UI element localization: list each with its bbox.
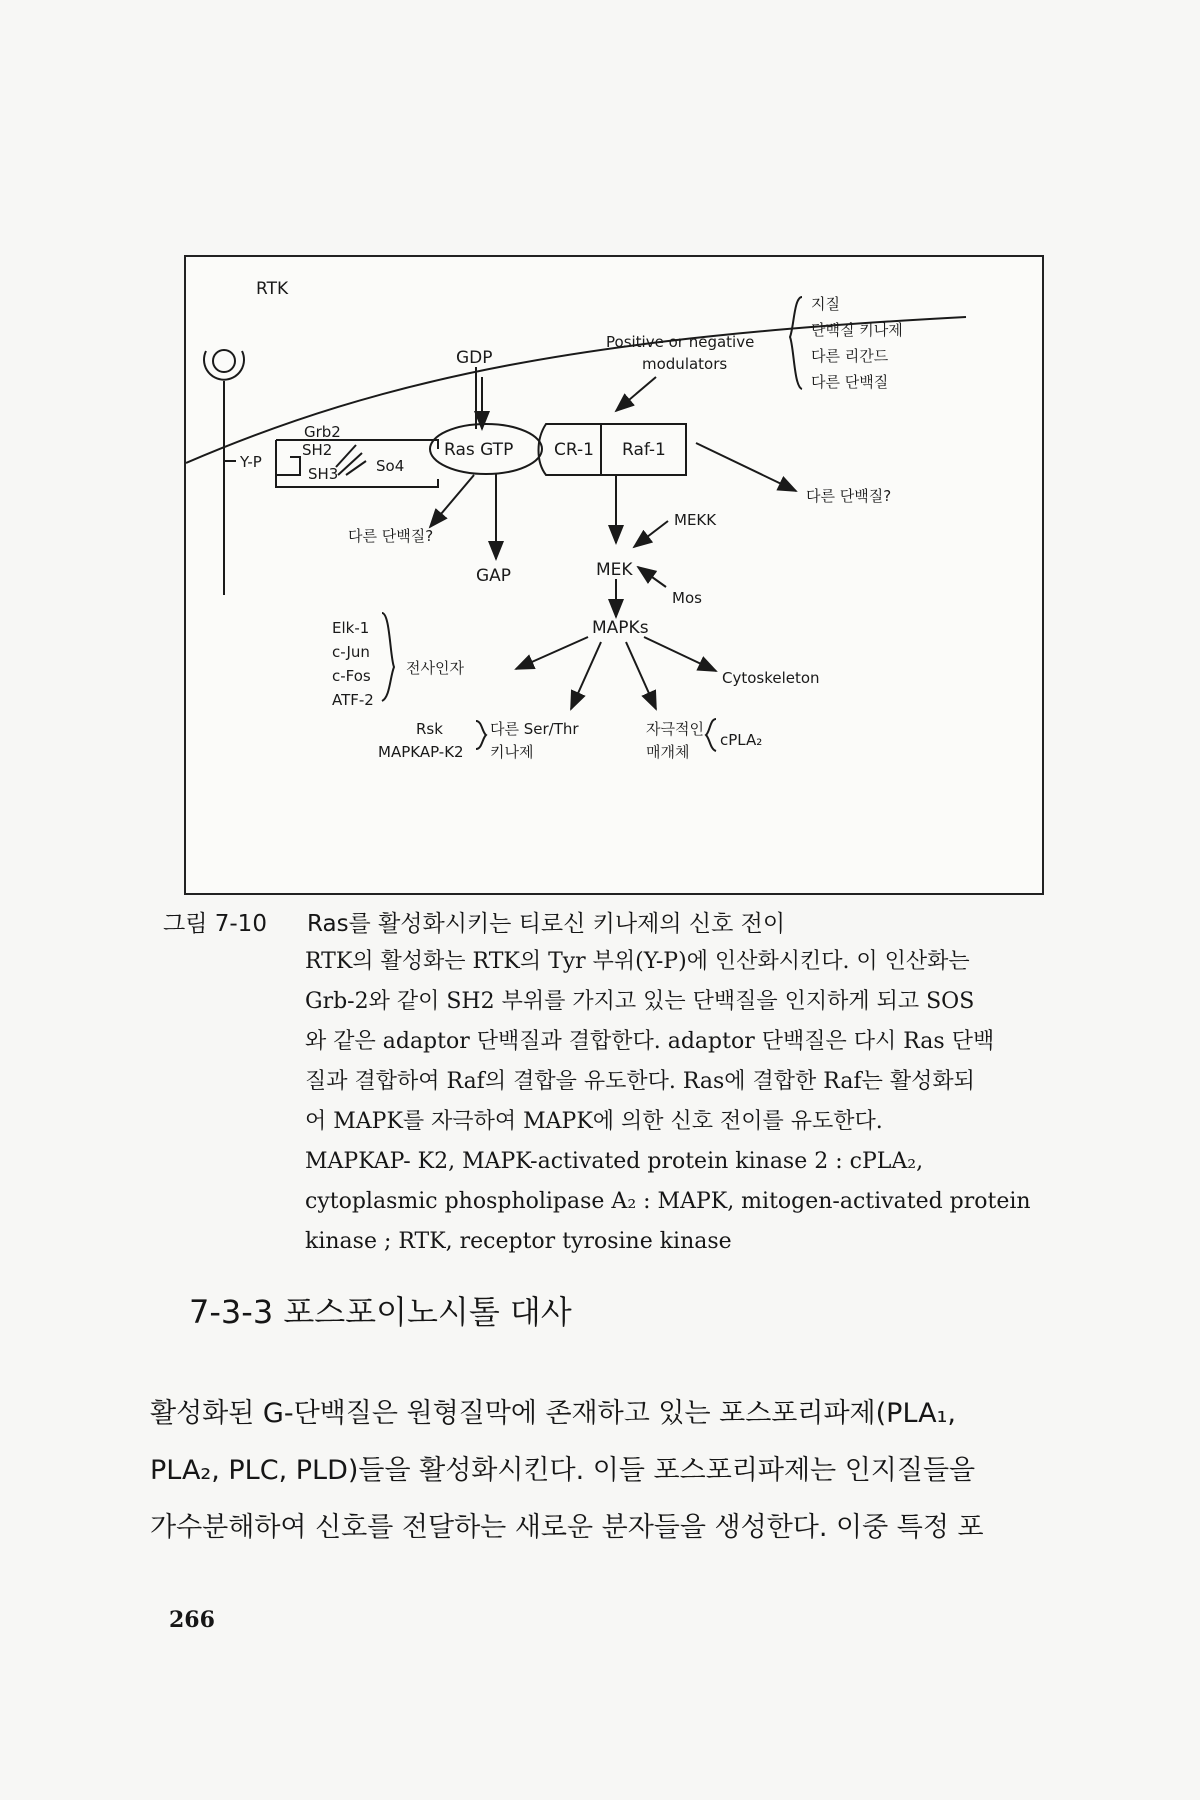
mekk-label: MEKK <box>674 511 717 529</box>
cr1-label: CR-1 <box>554 440 594 460</box>
tf-atf2: ATF-2 <box>332 691 374 709</box>
transcription-factor-brace <box>382 613 394 701</box>
modulators-label-2: modulators <box>642 355 728 373</box>
arrow-mos-mek <box>638 567 666 587</box>
rsk-label: Rsk <box>416 720 443 738</box>
stimulus-label-2: 매개체 <box>646 743 690 761</box>
caption-line: 질과 결합하여 Raf의 결합을 유도한다. Ras에 결합한 Raf는 활성화되 <box>305 1069 975 1094</box>
arrow-raf-other-protein <box>696 443 796 491</box>
section-heading: 7-3-3 포스포이노시톨 대사 <box>189 1293 572 1331</box>
page-number: 266 <box>169 1607 215 1633</box>
body-line: PLA₂, PLC, PLD)들을 활성화시킨다. 이들 포스포리파제는 인지질들을 <box>150 1455 976 1486</box>
grb2-so4-link-c <box>346 461 366 475</box>
transcription-factor-label: 전사인자 <box>406 659 464 677</box>
tf-cjun: c-Jun <box>332 643 370 661</box>
sh3-label: SH3 <box>308 465 339 483</box>
yp-label: Y-P <box>240 453 262 471</box>
caption-line: cytoplasmic phospholipase A₂ : MAPK, mitogen-activated protein <box>305 1189 1031 1214</box>
gdp-label: GDP <box>456 348 493 368</box>
modulator-lipid: 지질 <box>811 295 840 313</box>
caption-line: RTK의 활성화는 RTK의 Tyr 부위(Y-P)에 인산화시킨다. 이 인산화는 <box>305 949 970 974</box>
figure-7-10-diagram <box>184 255 1044 895</box>
ras-gtp-label: Ras GTP <box>444 440 514 460</box>
arrow-mapks-cytoskeleton <box>644 637 716 671</box>
mek-label: MEK <box>596 560 633 580</box>
cpla-label: cPLA₂ <box>720 731 763 749</box>
caption-line: 어 MAPK를 자극하여 MAPK에 의한 신호 전이를 유도한다. <box>305 1109 883 1134</box>
grb2-label: Grb2 <box>304 423 341 441</box>
modulator-list-brace <box>790 297 802 389</box>
rsk-brace <box>476 721 486 749</box>
body-paragraph <box>150 1385 1065 1556</box>
body-line: 가수분해하여 신호를 전달하는 새로운 분자들을 생성한다. 이중 특정 포 <box>150 1512 984 1543</box>
sh2-label: SH2 <box>302 441 333 459</box>
gap-label: GAP <box>476 566 512 586</box>
tf-cfos: c-Fos <box>332 667 371 685</box>
modulator-kinase: 단백질 키나제 <box>811 321 903 339</box>
figure-caption-title: Ras를 활성화시키는 티로신 키나제의 신호 전이 <box>307 911 786 937</box>
rtk-label: RTK <box>256 279 289 299</box>
arrow-mapks-rsk <box>571 642 601 709</box>
cytoskeleton-label: Cytoskeleton <box>722 669 820 687</box>
stimulus-label-1: 자극적인 <box>646 720 704 738</box>
caption-line: Grb-2와 같이 SH2 부위를 가지고 있는 단백질을 인지하게 되고 SOS <box>305 989 975 1014</box>
arrow-mekk-mek <box>634 521 668 547</box>
raf1-label: Raf-1 <box>622 440 666 460</box>
ser-thr-label-1: 다른 Ser/Thr <box>490 720 579 738</box>
rtk-receptor-arc <box>204 351 244 380</box>
modulator-protein: 다른 단백질 <box>811 373 889 391</box>
grb2-so4-link-a <box>336 445 356 467</box>
mapks-label: MAPKs <box>592 618 649 638</box>
arrow-mapks-tf <box>516 637 588 669</box>
other-protein-left-label: 다른 단백질? <box>348 527 434 545</box>
so4-label: So4 <box>376 457 405 475</box>
figure-caption-label: 그림 7-10 <box>163 911 267 937</box>
modulator-ligand: 다른 리간드 <box>811 347 889 365</box>
grb2-sh-bracket <box>290 457 300 475</box>
modulators-label-1: Positive or negative <box>606 333 755 351</box>
other-protein-right-label: 다른 단백질? <box>806 487 892 505</box>
mos-label: Mos <box>672 589 702 607</box>
arrow-modulator <box>616 377 656 411</box>
rtk-receptor-circle <box>213 350 235 372</box>
tf-elk1: Elk-1 <box>332 619 370 637</box>
arrow-mapks-cpla <box>626 642 656 709</box>
arrow-ras-other-protein <box>430 475 474 527</box>
ser-thr-label-2: 키나제 <box>490 743 534 761</box>
signaling-pathway-diagram <box>186 257 1042 893</box>
mapkap-label: MAPKAP-K2 <box>378 743 464 761</box>
caption-line: 와 같은 adaptor 단백질과 결합한다. adaptor 단백질은 다시 Ras 단백 <box>305 1029 995 1054</box>
cpla-brace <box>706 719 716 751</box>
caption-line: MAPKAP- K2, MAPK-activated protein kinase 2 : cPLA₂, <box>305 1149 924 1174</box>
body-line: 활성화된 G-단백질은 원형질막에 존재하고 있는 포스포리파제(PLA₁, <box>150 1398 956 1429</box>
figure-caption-body <box>305 942 1065 1262</box>
caption-line: kinase ; RTK, receptor tyrosine kinase <box>305 1229 732 1254</box>
